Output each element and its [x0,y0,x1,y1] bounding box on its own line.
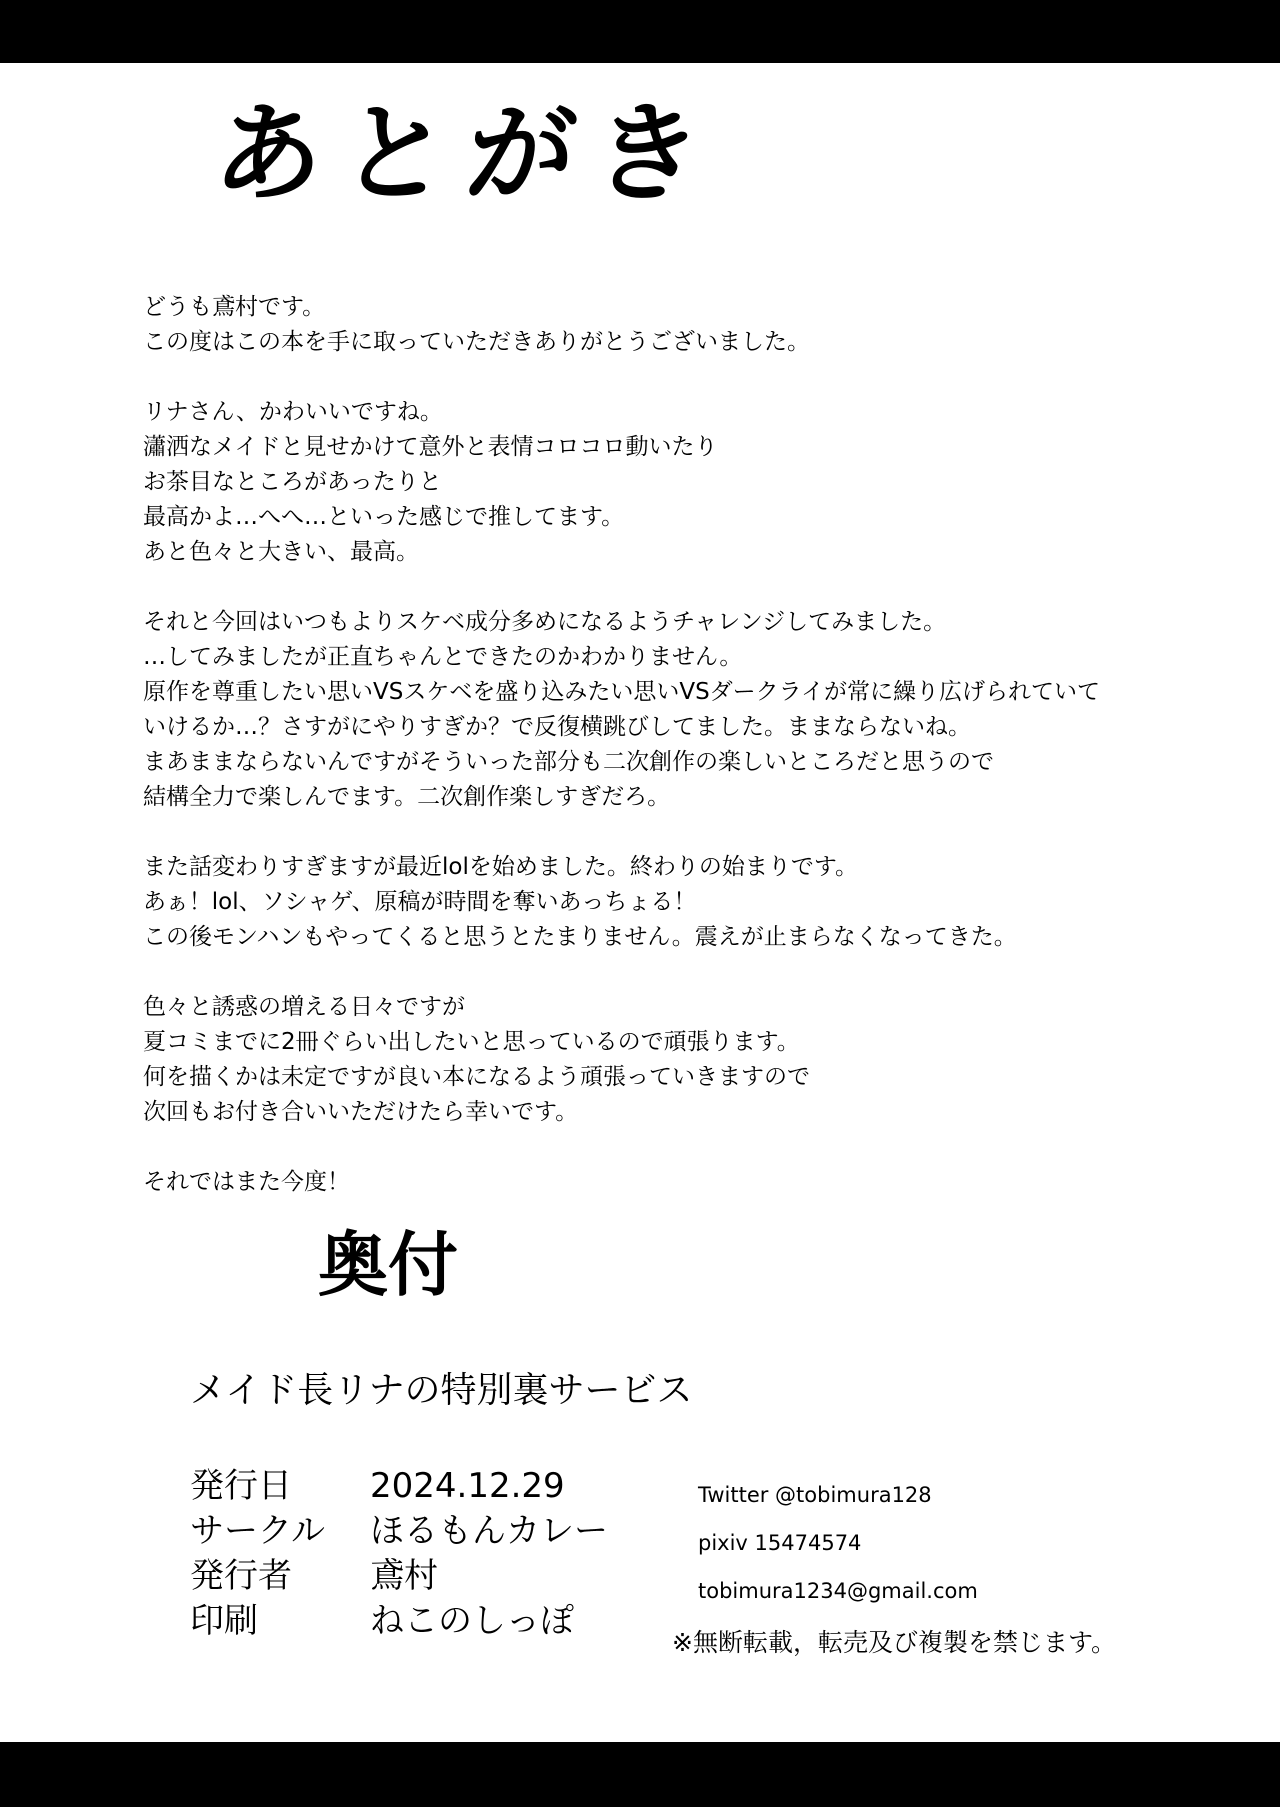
text-line: いけるか…？さすがにやりすぎか？で反復横跳びしてました。ままならないね。 [143,714,971,740]
contact-list [698,1471,978,1615]
text-line: お茶目なところがあったりと [143,469,442,495]
text-line: 夏コミまでに2冊ぐらい出したいと思っているので頑張ります。 [143,1029,800,1055]
colophon-value: 鳶村 [370,1555,438,1596]
colophon-label: 印刷 [190,1600,258,1641]
contact-pixiv: pixiv 15474574 [698,1531,862,1555]
paragraph-greeting [143,290,1203,360]
afterword-heading: あとがき [208,92,726,217]
colophon-value: 2024.12.29 [370,1465,565,1506]
text-line: どうも鳶村です。 [143,294,326,320]
colophon-row-publisher [190,1553,608,1598]
paragraph-challenge [143,605,1203,815]
colophon-value: ねこのしっぽ [370,1600,574,1641]
paragraph-plans [143,990,1203,1130]
colophon-table [190,1463,608,1643]
text-line: それではまた今度！ [143,1169,350,1195]
contact-email: tobimura1234@gmail.com [698,1579,978,1603]
colophon-value: ほるもんカレー [370,1510,608,1551]
text-line: この後モンハンもやってくると思うとたまりません。震えが止まらなくなってきた。 [143,924,1017,950]
colophon-label: サークル [190,1510,325,1551]
text-line: 最高かよ…へへ…といった感じで推してます。 [143,504,625,530]
paragraph-games [143,850,1203,955]
paragraph-character [143,395,1203,570]
colophon-label: 発行者 [190,1555,292,1596]
text-line: それと今回はいつもよりスケベ成分多めになるようチャレンジしてみました。 [143,609,947,635]
text-line: …してみましたが正直ちゃんとできたのかわかりません。 [143,644,743,670]
text-line: 原作を尊重したい思いVSスケベを盛り込みたい思いVSダークライが常に繰り広げられていて [143,679,1100,705]
text-line: 結構全力で楽しんでます。二次創作楽しすぎだろ。 [143,784,671,810]
text-line: あぁ！lol、ソシャゲ、原稿が時間を奪いあっちょる！ [143,889,697,915]
colophon-row-printer [190,1598,608,1643]
text-line: この度はこの本を手に取っていただきありがとうございました。 [143,329,810,355]
text-line: あと色々と大きい、最高。 [143,539,419,565]
text-line: 瀟洒なメイドと見せかけて意外と表情コロコロ動いたり [143,434,718,460]
colophon-heading: 奥付 [318,1224,458,1306]
colophon-row-date [190,1463,608,1508]
text-line: 色々と誘惑の増える日々ですが [143,994,465,1020]
afterword-body [143,290,1203,1235]
book-title: メイド長リナの特別裏サービス [190,1370,693,1411]
paragraph-closing [143,1165,1203,1200]
page [0,63,1280,1742]
text-line: 次回もお付き合いいただけたら幸いです。 [143,1099,579,1125]
colophon-row-circle [190,1508,608,1553]
copyright-notice: ※無断転載，転売及び複製を禁じます。 [672,1628,1116,1657]
text-line: 何を描くかは未定ですが良い本になるよう頑張っていきますので [143,1064,810,1090]
text-line: また話変わりすぎますが最近lolを始めました。終わりの始まりです。 [143,854,859,880]
contact-twitter: Twitter @tobimura128 [698,1483,932,1507]
text-line: まあままならないんですがそういった部分も二次創作の楽しいところだと思うので [143,749,994,775]
colophon-label: 発行日 [190,1465,292,1506]
text-line: リナさん、かわいいですね。 [143,399,443,425]
